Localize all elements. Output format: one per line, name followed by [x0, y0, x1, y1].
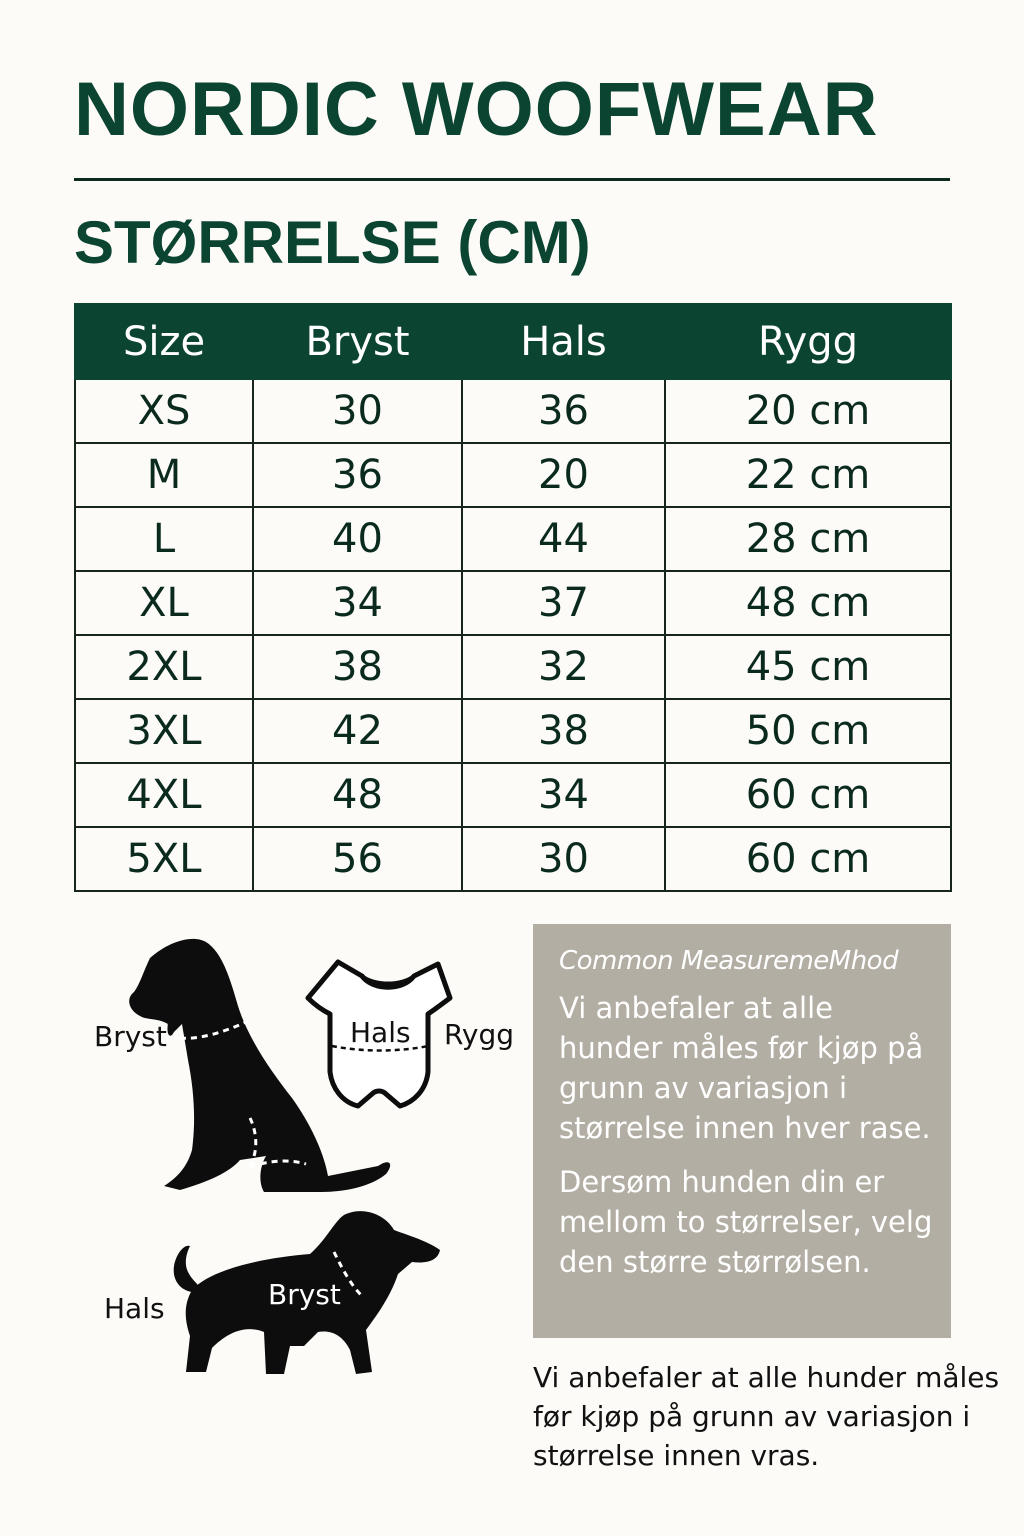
table-row [75, 699, 951, 763]
size-section-title: STØRRELSE (CM) [74, 209, 591, 276]
cell-bryst: 30 [253, 379, 462, 443]
measurement-drawing [80, 920, 520, 1410]
cell-size: 4XL [75, 763, 253, 827]
cell-size: L [75, 507, 253, 571]
brand-title: NORDIC WOOFWEAR [74, 67, 879, 152]
table-header-row [75, 304, 951, 379]
cell-bryst: 56 [253, 827, 462, 891]
cell-rygg: 20 cm [665, 379, 951, 443]
standing-bryst-label: Bryst [268, 1278, 341, 1311]
cell-size: 2XL [75, 635, 253, 699]
cell-bryst: 48 [253, 763, 462, 827]
header-hals: Hals [462, 304, 665, 379]
measurement-info-box [533, 924, 951, 1338]
footnote-text: Vi anbefaler at alle hunder måles før kjøp på grunn av variasjon i størrelse innen vras. [533, 1361, 1000, 1472]
cell-rygg: 50 cm [665, 699, 951, 763]
cell-hals: 32 [462, 635, 665, 699]
table-row [75, 571, 951, 635]
garment-hals-label: Hals [350, 1016, 411, 1049]
cell-hals: 36 [462, 379, 665, 443]
header-rygg: Rygg [665, 304, 951, 379]
cell-bryst: 38 [253, 635, 462, 699]
cell-bryst: 36 [253, 443, 462, 507]
cell-rygg: 22 cm [665, 443, 951, 507]
cell-bryst: 40 [253, 507, 462, 571]
cell-size: 3XL [75, 699, 253, 763]
cell-hals: 38 [462, 699, 665, 763]
sitting-bryst-label: Bryst [94, 1020, 167, 1053]
title-divider [74, 178, 950, 181]
table-row [75, 443, 951, 507]
table-row [75, 507, 951, 571]
cell-rygg: 48 cm [665, 571, 951, 635]
garment-rygg-label: Rygg [444, 1018, 515, 1051]
info-paragraph-between-sizes: Dersøm hunden din er mellom to størrelser, velg den større størrølsen. [559, 1165, 933, 1279]
measurement-illustration [80, 920, 520, 1410]
header-bryst: Bryst [253, 304, 462, 379]
cell-hals: 30 [462, 827, 665, 891]
table-row [75, 827, 951, 891]
table-row [75, 635, 951, 699]
cell-rygg: 28 cm [665, 507, 951, 571]
info-box-heading: Common MeasuremeMhod [559, 946, 899, 976]
cell-size: XL [75, 571, 253, 635]
standing-hals-label: Hals [104, 1292, 165, 1325]
info-paragraph-measure: Vi anbefaler at alle hunder måles før kjøp på grunn av variasjon i størrelse innen hver rase. [559, 991, 931, 1145]
table-row [75, 763, 951, 827]
header-size: Size [75, 304, 253, 379]
cell-size: M [75, 443, 253, 507]
size-chart-table [74, 303, 952, 892]
cell-bryst: 34 [253, 571, 462, 635]
cell-rygg: 60 cm [665, 763, 951, 827]
cell-hals: 20 [462, 443, 665, 507]
cell-hals: 44 [462, 507, 665, 571]
cell-size: 5XL [75, 827, 253, 891]
cell-size: XS [75, 379, 253, 443]
cell-rygg: 60 cm [665, 827, 951, 891]
table-row [75, 379, 951, 443]
cell-bryst: 42 [253, 699, 462, 763]
cell-hals: 34 [462, 763, 665, 827]
cell-hals: 37 [462, 571, 665, 635]
cell-rygg: 45 cm [665, 635, 951, 699]
